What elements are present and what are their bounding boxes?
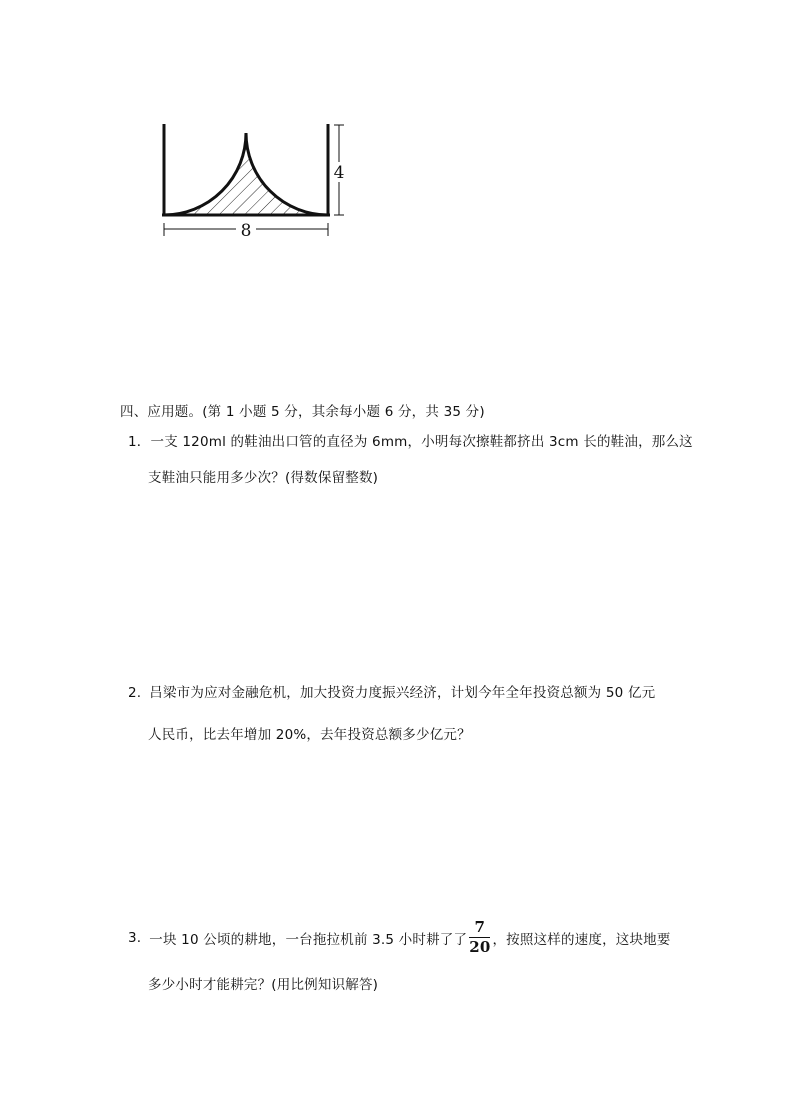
question-text-after: ，按照这样的速度，这块地要 xyxy=(492,931,671,948)
question-1-line-1 xyxy=(128,430,693,450)
question-number: 3. xyxy=(128,929,142,946)
fraction xyxy=(469,920,490,955)
fraction-denominator: 20 xyxy=(469,938,491,956)
height-label: 4 xyxy=(333,163,345,183)
question-text: 一支 120ml 的鞋油出口管的直径为 6mm，小明每次擦鞋都挤出 3cm 长的鞋油，那么这 xyxy=(150,434,693,450)
fraction-numerator: 7 xyxy=(469,920,490,938)
question-1-line-2: 支鞋油只能用多少次？(得数保留整数) xyxy=(148,470,379,486)
question-2-line-2: 人民币，比去年增加 20%，去年投资总额多少亿元？ xyxy=(148,727,471,743)
question-text-before: 一块 10 公顷的耕地，一台拖拉机前 3.5 小时耕了了 xyxy=(149,931,468,948)
geometry-figure xyxy=(150,118,360,248)
question-number: 2. xyxy=(128,685,142,701)
width-label: 8 xyxy=(240,221,252,241)
question-number: 1． xyxy=(128,434,151,450)
section-heading: 四、应用题。(第 1 小题 5 分，其余每小题 6 分，共 35 分) xyxy=(120,404,485,420)
question-3-line-2: 多少小时才能耕完？(用比例知识解答) xyxy=(148,977,379,993)
question-text: 吕梁市为应对金融危机，加大投资力度振兴经济，计划今年全年投资总额为 50 亿元 xyxy=(149,685,656,701)
question-3-line-1 xyxy=(128,920,671,955)
question-2-line-1 xyxy=(128,681,655,701)
